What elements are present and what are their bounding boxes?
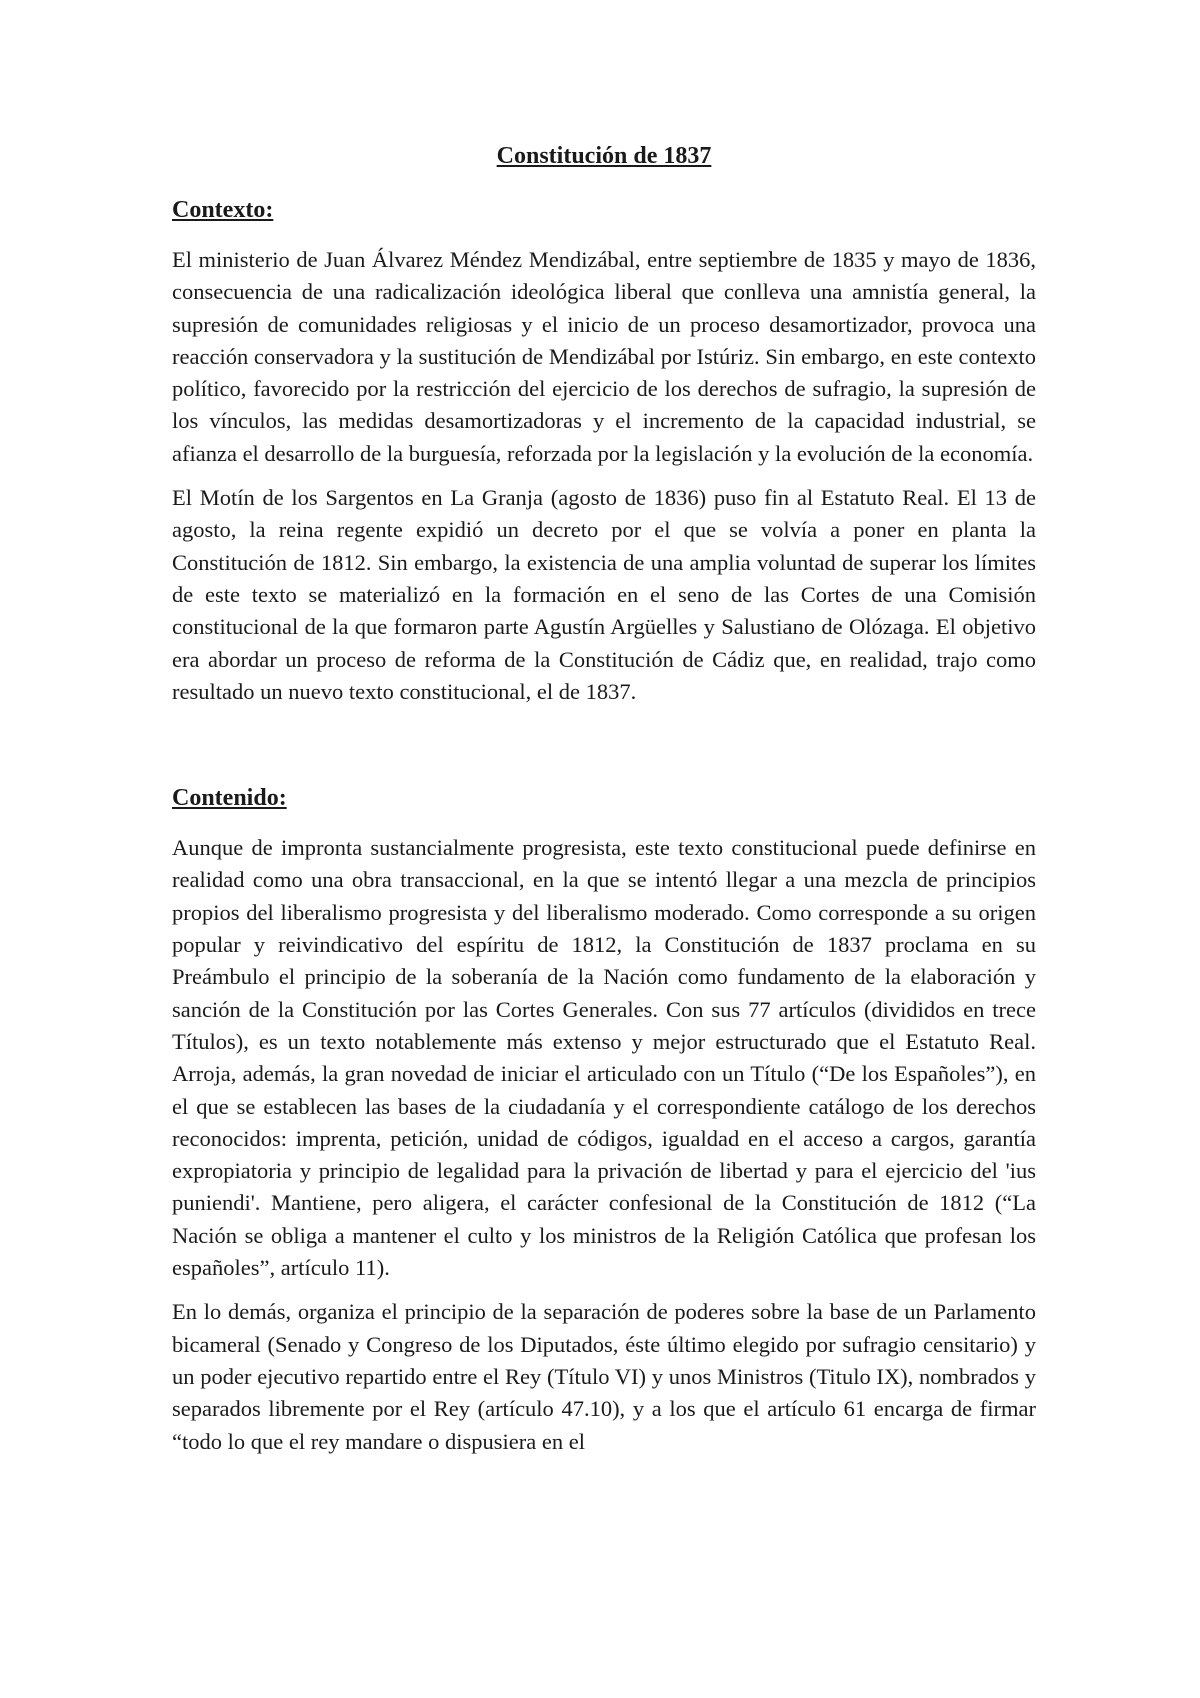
document-title: Constitución de 1837 (496, 143, 712, 169)
document-page (172, 140, 1036, 1470)
paragraph: El Motín de los Sargentos en La Granja (agosto de 1836) puso fin al Estatuto Real. El 13 de agosto, la reina regente expidió un decreto por el que se volvía a poner en planta la Constitución de 1812. Sin embargo, la existencia de una amplia voluntad de superar los límites de este texto se materializó en la formación en el seno de las Cortes de una Comisión constitucional de la que formaron parte Agustín Argüelles y Salustiano de Olózaga. El objetivo era abordar un proceso de reforma de la Constitución de Cádiz que, en realidad, trajo como resultado un nuevo texto constitucional, el de 1837. (172, 485, 1036, 704)
section-heading-contexto: Contexto: (172, 197, 274, 223)
section-contexto (172, 194, 1036, 708)
paragraph: En lo demás, organiza el principio de la separación de poderes sobre la base de un Parlamento bicameral (Senado y Congreso de los Diputados, éste último elegido por sufragio censitario) y un poder ejecutivo repartido entre el Rey (Título VI) y unos Ministros (Titulo IX), nombrados y separados libremente por el Rey (artículo 47.10), y a los que el artículo 61 encarga de firmar “todo lo que el rey mandare o dispusiera en el (172, 1299, 1036, 1454)
paragraph: El ministerio de Juan Álvarez Méndez Mendizábal, entre septiembre de 1835 y mayo de 1836, consecuencia de una radicalización ideológica liberal que conlleva una amnistía general, la supresión de comunidades religiosas y el inicio de un proceso desamortizador, provoca una reacción conservadora y la sustitución de Mendizábal por Istúriz. Sin embargo, en este contexto político, favorecido por la restricción del ejercicio de los derechos de sufragio, la supresión de los vínculos, las medidas desamortizadoras y el incremento de la capacidad industrial, se afianza el desarrollo de la burguesía, reforzada por la legislación y la evolución de la economía. (172, 247, 1036, 466)
paragraph: Aunque de impronta sustancialmente progresista, este texto constitucional puede definirse en realidad como una obra transaccional, en la que se intentó llegar a una mezcla de principios propios del liberalismo progresista y del liberalismo moderado. Como corresponde a su origen popular y reivindicativo del espíritu de 1812, la Constitución de 1837 proclama en su Preámbulo el principio de la soberanía de la Nación como fundamento de la elaboración y sanción de la Constitución por las Cortes Generales. Con sus 77 artículos (divididos en trece Títulos), es un texto notablemente más extenso y mejor estructurado que el Estatuto Real. Arroja, además, la gran novedad de iniciar el articulado con un Título (“De los Españoles”), en el que se establecen las bases de la ciudadanía y el correspondiente catálogo de los derechos reconocidos: imprenta, petición, unidad de códigos, igualdad en el acceso a cargos, garantía expropiatoria y principio de legalidad para la privación de libertad y para el ejercicio del 'ius puniendi'. Mantiene, pero aligera, el carácter confesional de la Constitución de 1812 (“La Nación se obliga a mantener el culto y los ministros de la Religión Católica que profesan los españoles”, artículo 11). (172, 835, 1036, 1281)
section-contenido (172, 782, 1036, 1458)
section-spacer (172, 720, 1036, 782)
section-heading-contenido: Contenido: (172, 785, 287, 812)
